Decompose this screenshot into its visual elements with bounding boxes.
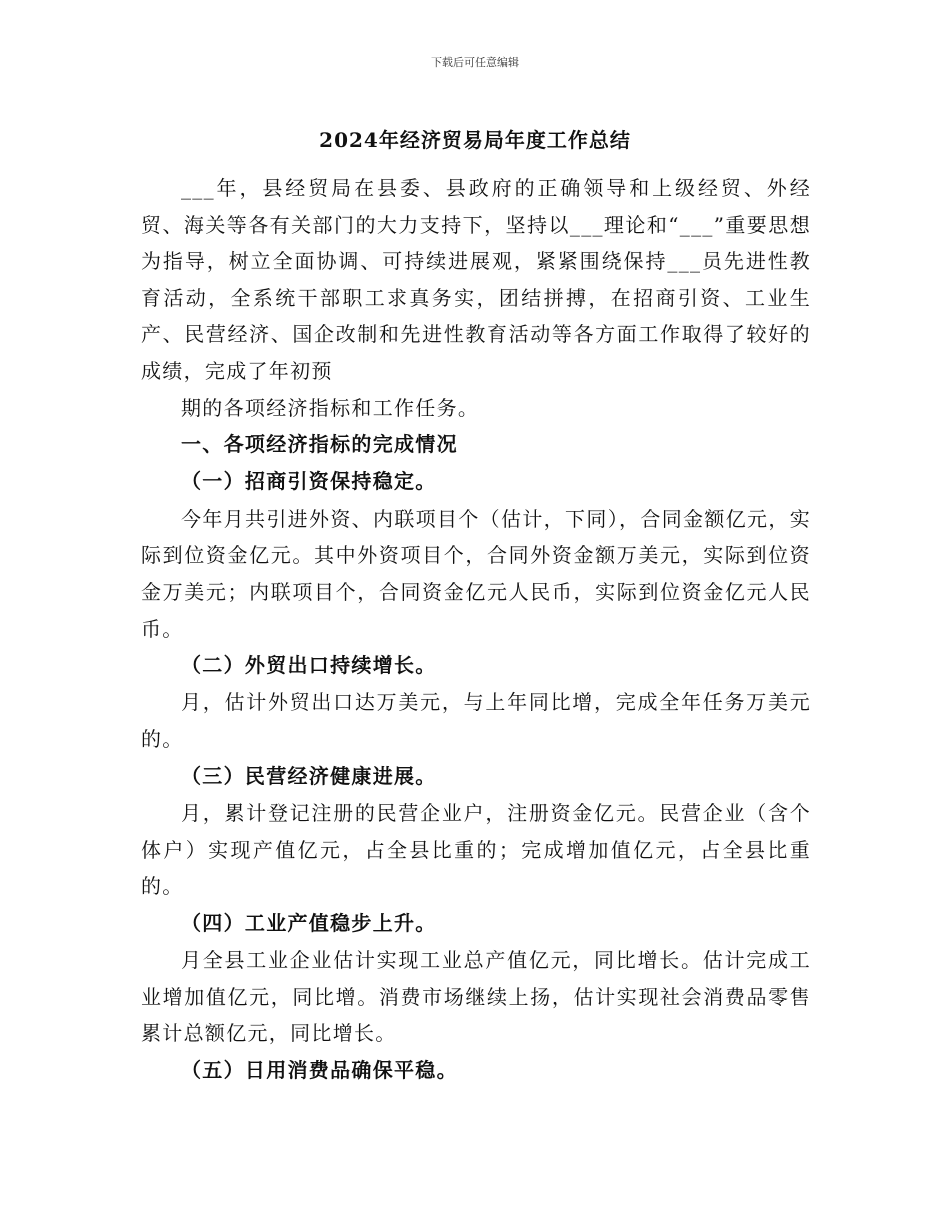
subsection-4-text: 月全县工业企业估计实现工业总产值亿元，同比增长。估计完成工业增加值亿元，同比增。消费市场继续上扬，估计实现社会消费品零售累计总额亿元，同比增长。 [141,947,811,1046]
subsection-4-heading: （四）工业产值稳步上升。 [181,910,437,935]
intro-paragraph: ___年，县经贸局在县委、县政府的正确领导和上级经贸、外经贸、海关等各有关部门的大力支持下，坚持以___理论和“___”重要思想为指导，树立全面协调、可持续进展观，紧紧围绕保持___员先进性教育活动，全系统干部职工求真务实，团结拼搏，在招商引资、工业生产、民营经济、国企改制和先进性教育活动等各方面工作取得了较好的成绩，完成了年初预 [141,176,811,383]
subsection-1-text: 今年月共引进外资、内联项目个（估计，下同），合同金额亿元，实际到位资金亿元。其中外资项目个，合同外资金额万美元，实际到位资金万美元；内联项目个，合同资金亿元人民币，实际到位资金亿元人民币。 [141,506,811,641]
section-1-heading: 一、各项经济指标的完成情况 [181,432,458,457]
subsection-3-text: 月，累计登记注册的民营企业户，注册资金亿元。民营企业（含个体户）实现产值亿元，占全县比重的；完成增加值亿元，占全县比重的。 [141,800,811,899]
document-title: 2024年经济贸易局年度工作总结 [319,128,631,152]
subsection-2-text: 月，估计外贸出口达万美元，与上年同比增，完成全年任务万美元的。 [141,690,811,752]
intro-continuation: 期的各项经济指标和工作任务。 [181,395,480,420]
subsection-1-heading: （一）招商引资保持稳定。 [181,469,437,494]
document-body [141,170,811,1089]
subsection-2-heading: （二）外贸出口持续增长。 [181,653,437,678]
page-header-note: 下载后可任意编辑 [431,56,519,69]
subsection-5-heading: （五）日用消费品确保平稳。 [181,1057,458,1082]
subsection-3-heading: （三）民营经济健康进展。 [181,763,437,788]
